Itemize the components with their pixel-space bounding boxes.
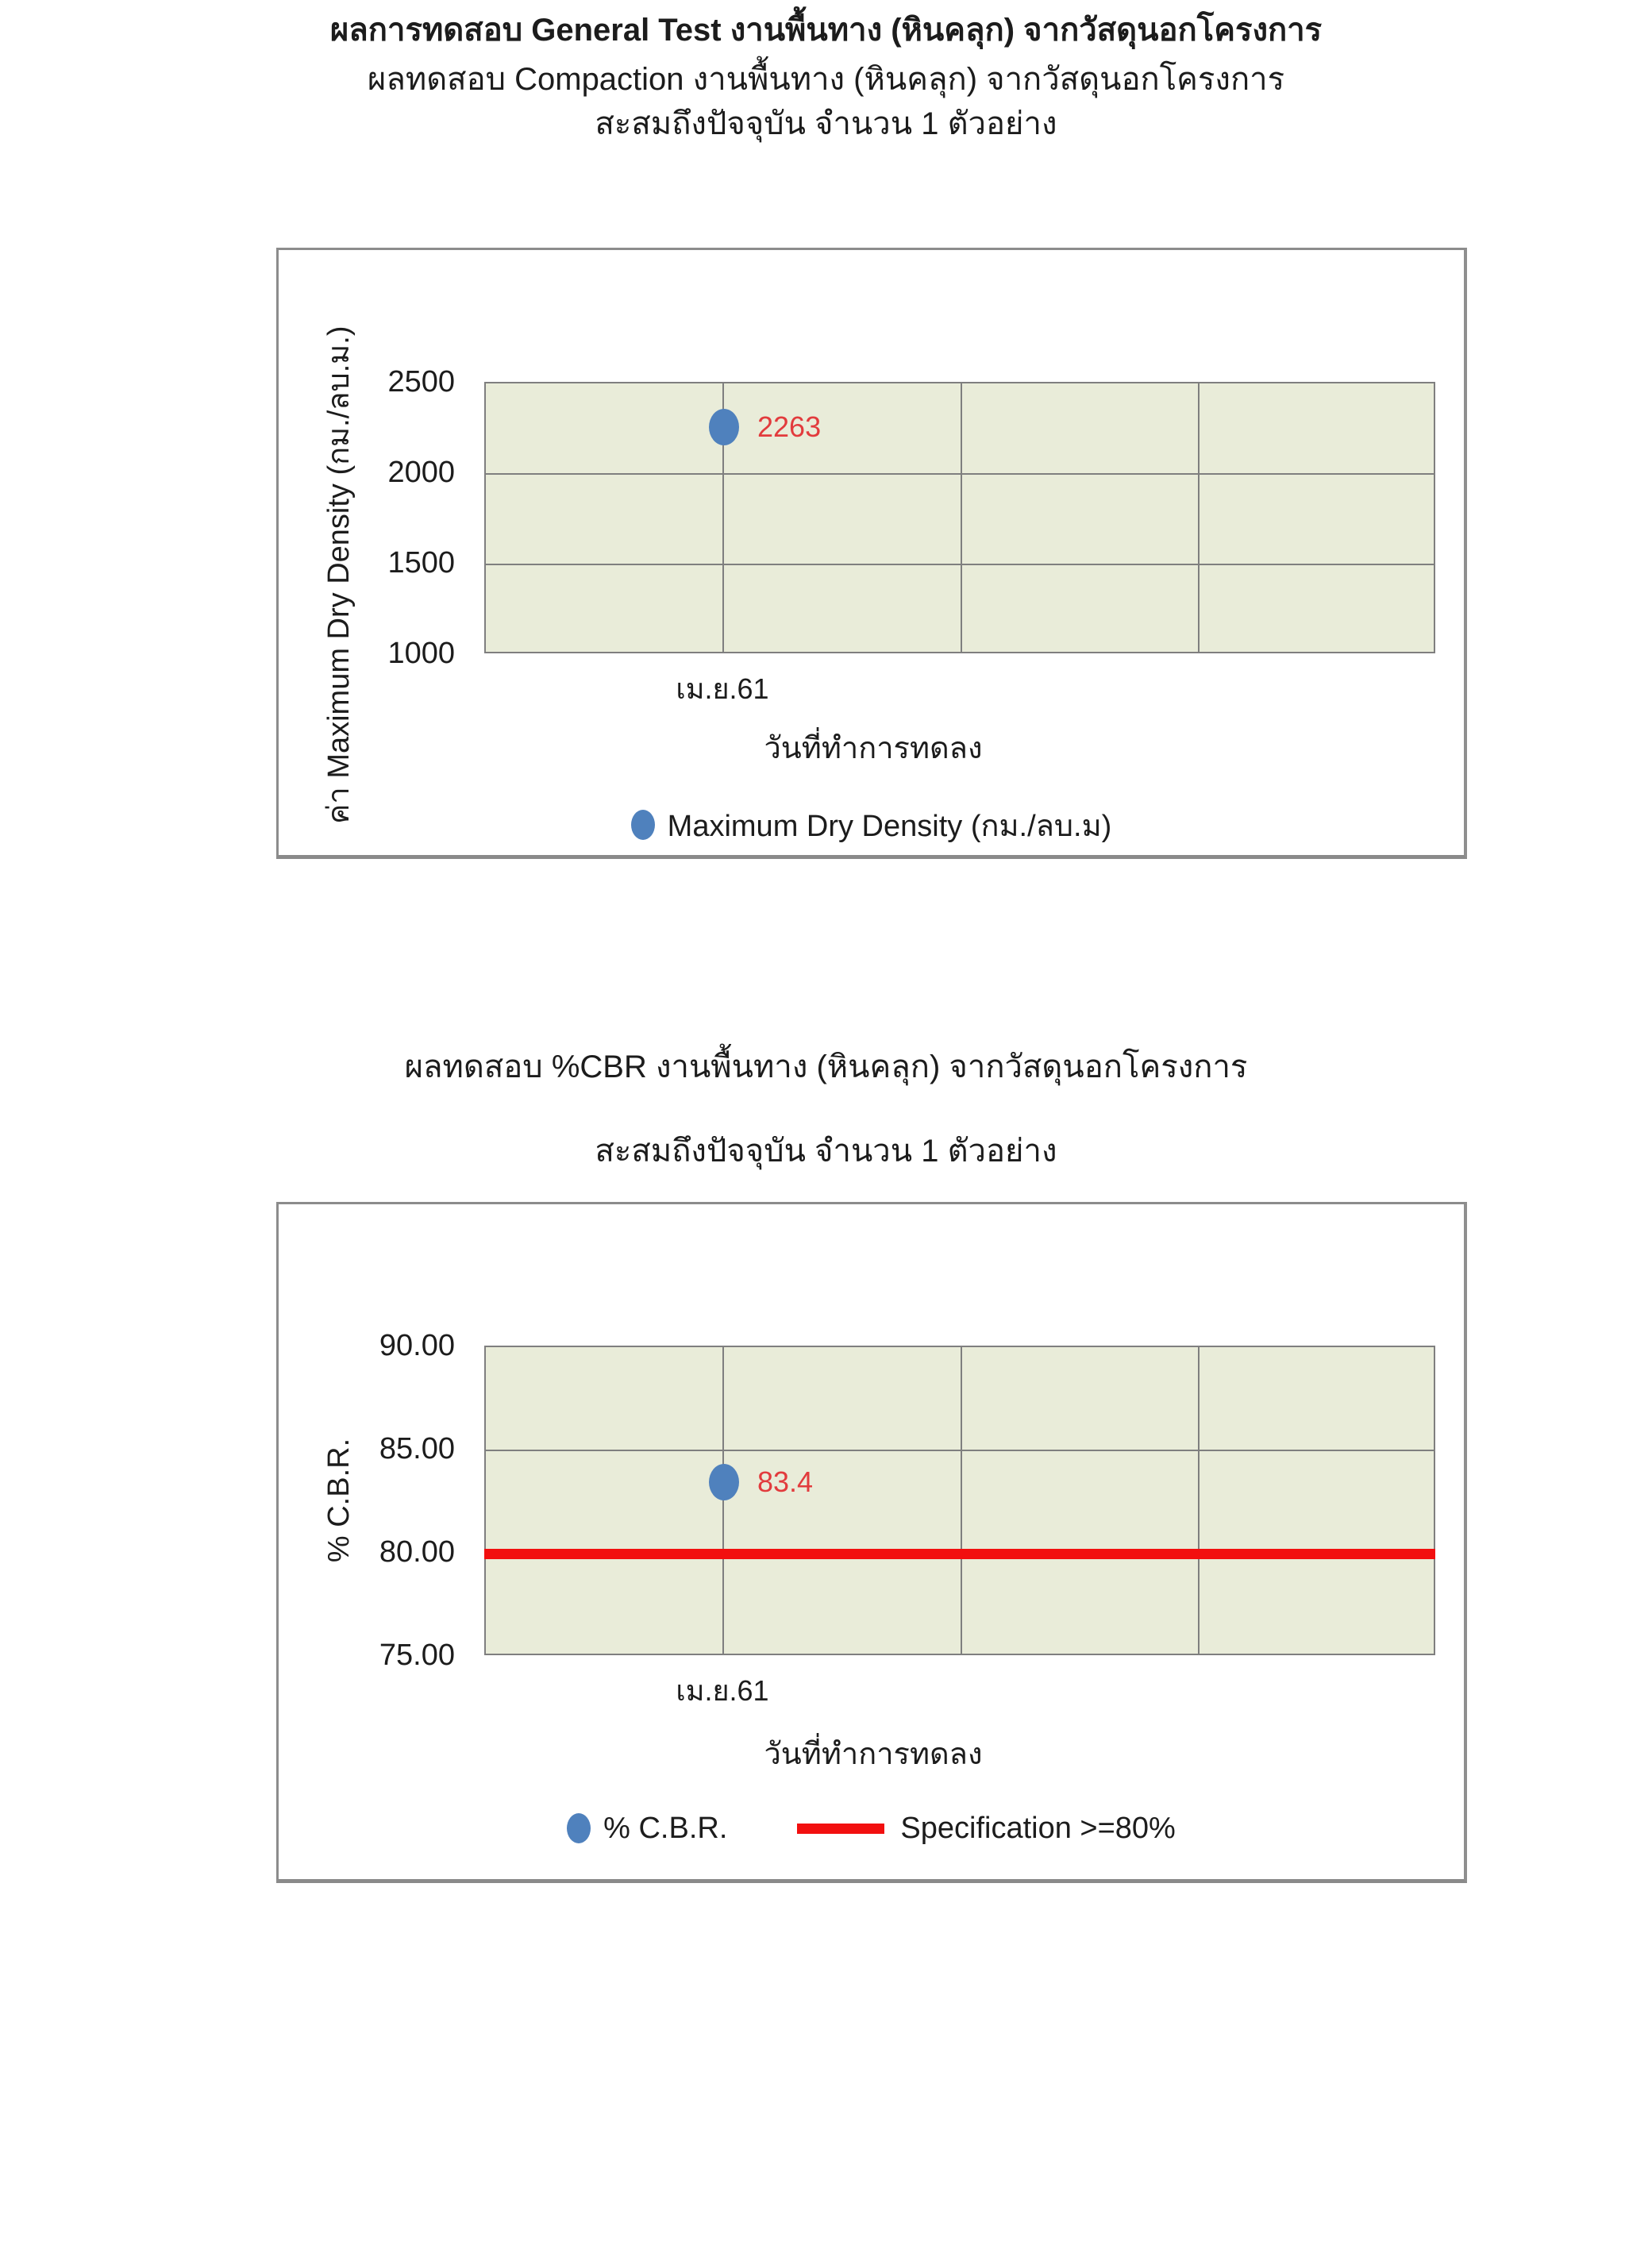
chart2-gridline-v-2	[961, 1347, 962, 1654]
chart1-legend-label: Maximum Dry Density (กม./ลบ.ม)	[667, 809, 1112, 843]
chart2-legend	[279, 1809, 1464, 1847]
chart1-y-axis-title: ค่า Maximum Dry Density (กม./ลบ.ม.)	[322, 325, 356, 824]
chart2-data-label: 83.4	[757, 1465, 814, 1498]
chart1-legend-point-icon	[631, 810, 655, 840]
chart2-data-point	[709, 1464, 739, 1500]
chart2-x-axis-title: วันที่ทำการทดลง	[764, 1738, 983, 1771]
section2-title: ผลทดสอบ %CBR งานพื้นทาง (หินคลุก) จากวัสดุนอกโครงการ	[404, 1049, 1248, 1084]
chart2-legend-line-label: Specification >=80%	[900, 1811, 1176, 1845]
section1-title: ผลทดสอบ Compaction งานพื้นทาง (หินคลุก) จากวัสดุนอกโครงการ	[367, 62, 1285, 97]
chart2-gridline-v-3	[1198, 1347, 1200, 1654]
chart1-ytick-1500: 1500	[387, 546, 455, 580]
chart2-legend-line-icon	[797, 1824, 884, 1834]
section1-subtitle: สะสมถึงปัจจุบัน จำนวน 1 ตัวอย่าง	[595, 106, 1057, 141]
chart2-xtick: เม.ย.61	[676, 1674, 769, 1707]
chart1-gridline-h-1500	[486, 564, 1434, 565]
chart1-x-axis-title: วันที่ทำการทดลง	[764, 732, 983, 765]
chart1-gridline-v-3	[1198, 383, 1200, 652]
chart2-ytick-90: 90.00	[379, 1329, 455, 1362]
chart1-xtick: เม.ย.61	[676, 672, 769, 705]
section2-subtitle: สะสมถึงปัจจุบัน จำนวน 1 ตัวอย่าง	[595, 1134, 1057, 1169]
chart1-ytick-1000: 1000	[387, 637, 455, 670]
chart2-ytick-80: 80.00	[379, 1535, 455, 1569]
chart2-gridline-h-85	[486, 1450, 1434, 1451]
chart2-y-axis-title: % C.B.R.	[322, 1438, 356, 1563]
chart1-data-label: 2263	[757, 410, 822, 443]
chart1-plot-area	[484, 382, 1435, 653]
chart1-gridline-v-2	[961, 383, 962, 652]
chart1-ytick-2500: 2500	[387, 365, 455, 399]
chart2-legend-point-label: % C.B.R.	[603, 1811, 728, 1845]
chart1-gridline-h-2000	[486, 473, 1434, 475]
chart2-frame	[276, 1202, 1467, 1883]
chart2-plot-area	[484, 1346, 1435, 1655]
chart2-ytick-75: 75.00	[379, 1639, 455, 1672]
chart1-ytick-2000: 2000	[387, 456, 455, 489]
chart2-specification-line	[484, 1549, 1435, 1559]
chart2-legend-point-icon	[567, 1813, 591, 1843]
chart1-data-point	[709, 409, 739, 445]
chart1-legend	[279, 806, 1464, 844]
chart1-frame	[276, 248, 1467, 859]
chart2-ytick-85: 85.00	[379, 1432, 455, 1465]
page-title: ผลการทดสอบ General Test งานพื้นทาง (หินคลุก) จากวัสดุนอกโครงการ	[329, 13, 1323, 48]
chart2-gridline-v-1	[722, 1347, 724, 1654]
